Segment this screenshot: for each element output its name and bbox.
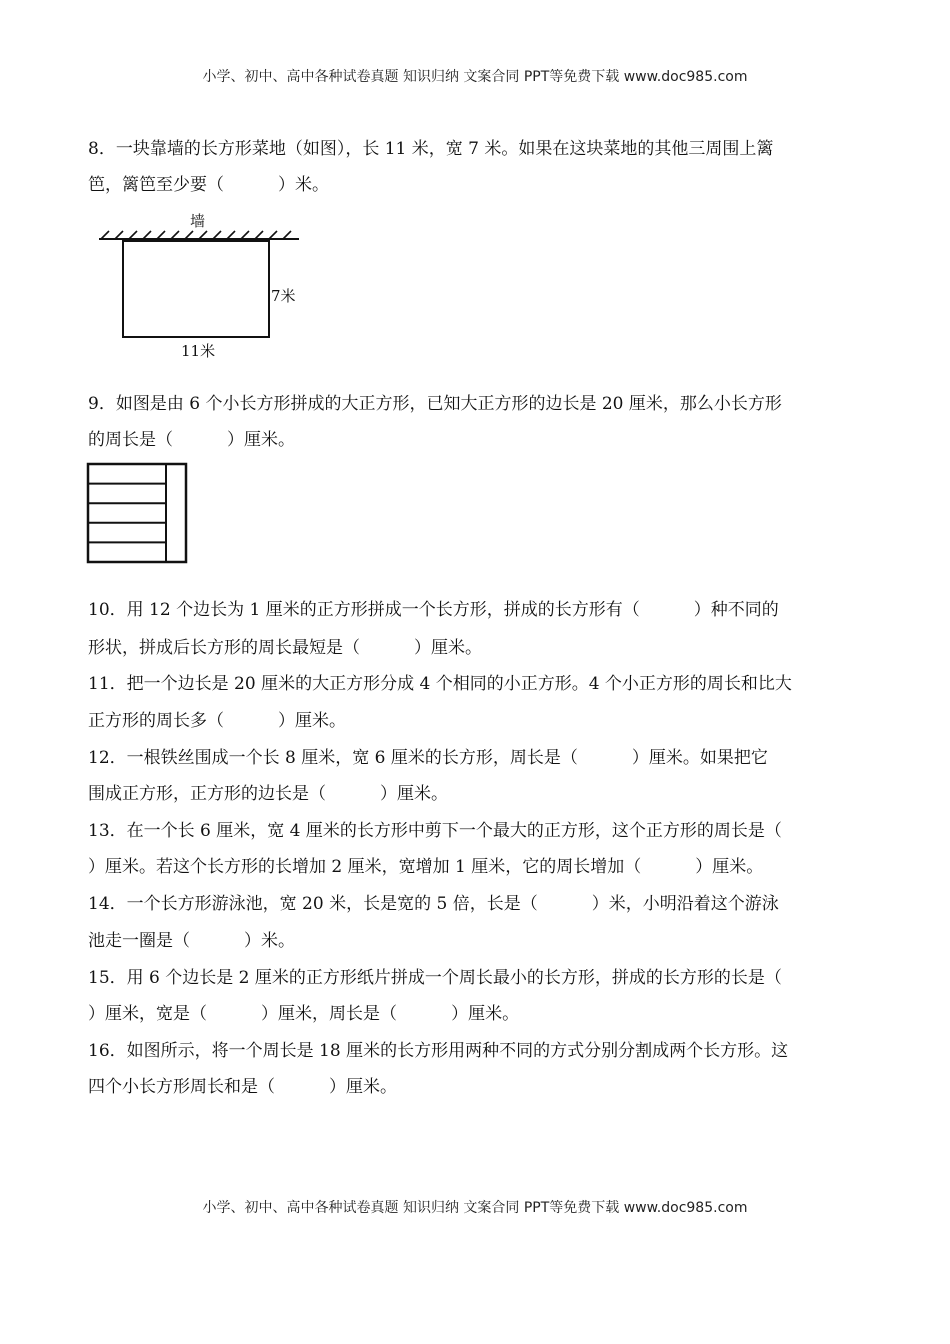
question-8-line-2: 笆，篱笆至少要（ ）米。 [88,175,330,195]
width-label: 7米 [271,287,296,305]
page-footer: 小学、初中、高中各种试卷真题 知识归纳 文案合同 PPT等免费下载 www.doc985.com [202,1200,748,1216]
question-9-line-1: 9．如图是由 6 个小长方形拼成的大正方形，已知大正方形的边长是 20 厘米，那么小长方形 [88,394,782,414]
question-15-line-2: ）厘米，宽是（ ）厘米，周长是（ ）厘米。 [88,1004,520,1024]
question-14-line-2: 池走一圈是（ ）米。 [88,931,296,951]
question-8-line-1: 8．一块靠墙的长方形菜地（如图），长 11 米，宽 7 米。如果在这块菜地的其他三周围上篱 [88,139,774,159]
question-10-line-1: 10．用 12 个边长为 1 厘米的正方形拼成一个长方形，拼成的长方形有（ ）种不同的 [88,600,779,620]
wall-label: 墙 [190,212,206,230]
question-11-line-1: 11．把一个边长是 20 厘米的大正方形分成 4 个相同的小正方形。4 个小正方形的周长和比大 [88,674,792,694]
question-12-line-2: 围成正方形，正方形的边长是（ ）厘米。 [88,784,449,804]
length-label: 11米 [181,342,216,360]
question-13-line-2: ）厘米。若这个长方形的长增加 2 厘米，宽增加 1 厘米，它的周长增加（ ）厘米。 [88,857,764,877]
question-13-line-1: 13．在一个长 6 厘米，宽 4 厘米的长方形中剪下一个最大的正方形，这个正方形的周长是（ [88,821,782,841]
question-15-line-1: 15．用 6 个边长是 2 厘米的正方形纸片拼成一个周长最小的长方形，拼成的长方形的长是（ [88,968,782,988]
question-14-line-1: 14．一个长方形游泳池，宽 20 米，长是宽的 5 倍，长是（ ）米，小明沿着这个游泳 [88,894,779,914]
question-11-line-2: 正方形的周长多（ ）厘米。 [88,711,347,731]
page-header: 小学、初中、高中各种试卷真题 知识归纳 文案合同 PPT等免费下载 www.doc985.com [202,69,748,85]
question-10-line-2: 形状，拼成后长方形的周长最短是（ ）厘米。 [88,638,483,658]
question-16-line-1: 16．如图所示，将一个周长是 18 厘米的长方形用两种不同的方式分别分割成两个长方形。这 [88,1041,789,1061]
rectangles-diagram [86,462,190,566]
question-12-line-1: 12．一根铁丝围成一个长 8 厘米，宽 6 厘米的长方形，周长是（ ）厘米。如果把它 [88,748,768,768]
question-9-line-2: 的周长是（ ）厘米。 [88,430,296,450]
figure-wall-garden [95,205,315,365]
question-16-line-2: 四个小长方形周长和是（ ）厘米。 [88,1077,398,1097]
figure-rectangles-square [86,462,190,566]
